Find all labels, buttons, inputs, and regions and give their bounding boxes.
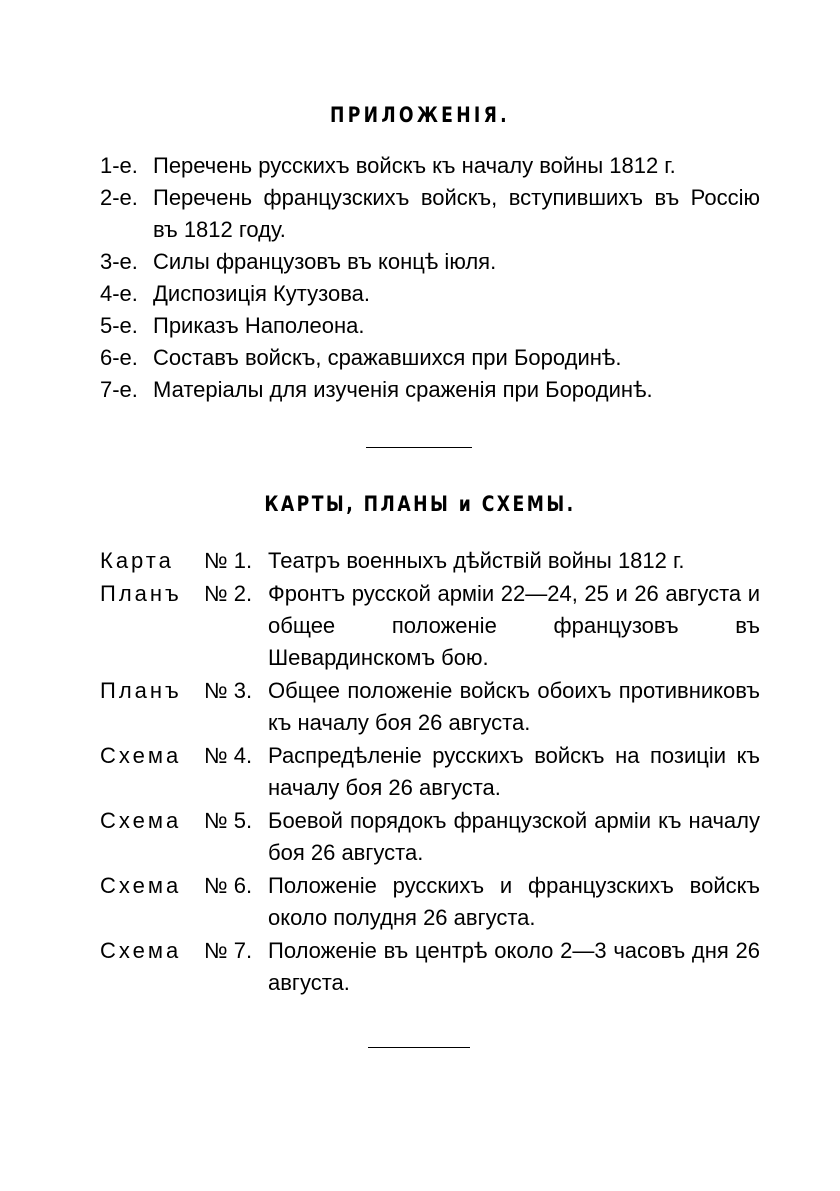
map-type-label: Схема: [100, 808, 182, 833]
map-title: Общее положеніе войскъ обоихъ противниковъ къ началу боя 26 августа.: [268, 678, 760, 735]
map-number: № 4.: [204, 743, 253, 768]
map-title: Боевой порядокъ французской арміи къ началу боя 26 августа.: [268, 808, 760, 865]
maps-heading: КАРТЫ, ПЛАНЫ и СХЕМЫ.: [264, 492, 576, 516]
map-number: № 3.: [204, 678, 253, 703]
list-item: [100, 870, 760, 934]
map-number: № 2.: [204, 581, 253, 606]
map-title: Театръ военныхъ дѣйствій войны 1812 г.: [268, 548, 685, 573]
maps-list: [100, 545, 760, 1000]
appendix-number: 3-е.: [100, 249, 138, 274]
map-type-label: Схема: [100, 938, 182, 963]
list-item: [100, 578, 760, 674]
appendix-number: 5-е.: [100, 313, 138, 338]
map-type-label: Карта: [100, 548, 174, 573]
map-title: Фронтъ русской арміи 22—24, 25 и 26 августа и общее положеніе французовъ въ Шевардинскомъ бою.: [268, 581, 760, 670]
map-number: № 1.: [204, 548, 253, 573]
appendix-title: Силы французовъ въ концѣ іюля.: [153, 249, 497, 274]
section-divider: [366, 447, 472, 448]
list-item: [100, 740, 760, 804]
list-item: [100, 246, 760, 278]
list-item: [100, 805, 760, 869]
appendix-title: Диспозиція Кутузова.: [153, 281, 370, 306]
map-number: № 7.: [204, 938, 253, 963]
map-type-label: Планъ: [100, 581, 182, 606]
list-item: [100, 374, 760, 406]
appendices-heading: ПРИЛОЖЕНІЯ.: [330, 103, 510, 127]
map-type-label: Планъ: [100, 678, 182, 703]
appendix-number: 4-е.: [100, 281, 138, 306]
map-type-label: Схема: [100, 743, 182, 768]
list-item: [100, 342, 760, 374]
appendix-title: Составъ войскъ, сражавшихся при Бородинѣ.: [153, 345, 622, 370]
list-item: [100, 278, 760, 310]
list-item: [100, 675, 760, 739]
appendix-number: 1-е.: [100, 153, 138, 178]
list-item: [100, 310, 760, 342]
map-type-label: Схема: [100, 873, 182, 898]
appendix-number: 7-е.: [100, 377, 138, 402]
list-item: [100, 935, 760, 999]
appendix-number: 2-е.: [100, 185, 138, 210]
appendix-title: Перечень французскихъ войскъ, вступившихъ въ Россію въ 1812 году.: [153, 185, 760, 242]
map-title: Распредѣленіе русскихъ войскъ на позиціи къ началу боя 26 августа.: [268, 743, 760, 800]
section-divider: [368, 1047, 470, 1048]
appendix-number: 6-е.: [100, 345, 138, 370]
map-number: № 6.: [204, 873, 253, 898]
appendix-title: Перечень русскихъ войскъ къ началу войны 1812 г.: [153, 153, 676, 178]
appendix-title: Матеріалы для изученія сраженія при Бородинѣ.: [153, 377, 653, 402]
list-item: [100, 182, 760, 246]
appendix-title: Приказъ Наполеона.: [153, 313, 365, 338]
list-item: [100, 150, 760, 182]
map-title: Положеніе въ центрѣ около 2—3 часовъ дня 26 августа.: [268, 938, 760, 995]
map-title: Положеніе русскихъ и французскихъ войскъ около полудня 26 августа.: [268, 873, 760, 930]
list-item: [100, 545, 760, 577]
appendices-list: [100, 150, 760, 406]
map-number: № 5.: [204, 808, 253, 833]
